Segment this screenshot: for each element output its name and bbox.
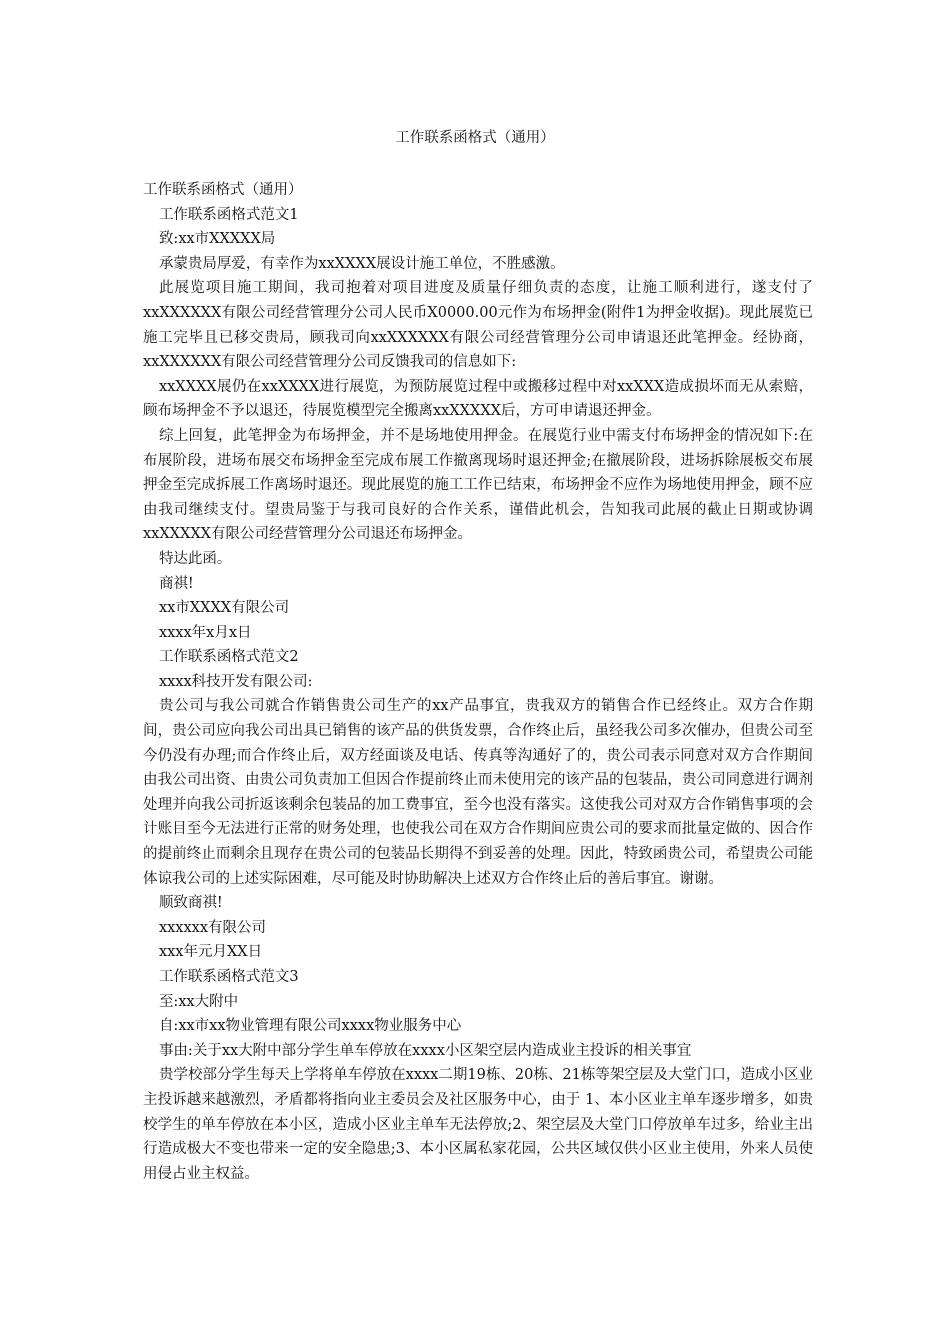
sample-1-recipient: 致:xx市XXXXX局 bbox=[158, 231, 276, 248]
sample-1-paragraph: 综上回复，此笔押金为布场押金，并不是场地使用押金。在展览行业中需支付布场押金的情况如下:在布展阶段，进场布展交布场押金至完成布展工作撤离现场时退还押金;在撤展阶段，进场拆除展板交布展押金至完成拆展工作离场时退还。现此展览的施工工作已结束，布场押金不应作为场地使用押金，顾不应由我司继续支付。望贵局鉴于与我司良好的合作关系，谨借此机会，告知我司此展的截止日期或协调xxXXXXX有限公司经营管理分公司退还布场押金。 bbox=[143, 427, 813, 543]
sample-2-heading: 工作联系函格式范文2 bbox=[158, 649, 299, 666]
subtitle: 工作联系函格式（通用） bbox=[143, 182, 303, 198]
document-title: 工作联系函格式（通用） bbox=[395, 130, 555, 146]
sample-1-paragraph: 此展览项目施工期间，我司抱着对项目进度及质量仔细负责的态度，让施工顺利进行，遂支付了xxXXXXXX有限公司经营管理分公司人民币X0000.00元作为布场押金(附件1为押金收据)。现此展览已施工完毕且已移交贵局，顾我司向xxXXXXXX有限公司经营管理分公司申请退还此笔押金。经协商，xxXXXXXX有限公司经营管理分公司反馈我司的信息如下: bbox=[143, 280, 813, 371]
sample-2-paragraph: 贵公司与我公司就合作销售贵公司生产的xx产品事宜，贵我双方的销售合作已经终止。双方合作期间，贵公司应向我公司出具已销售的该产品的供货发票，合作终止后，虽经我公司多次催办，但贵公司至今仍没有办理;而合作终止后，双方经面谈及电话、传真等沟通好了的，贵公司表示同意对双方合作期间由我公司出资、由贵公司负责加工但因合作提前终止而未使用完的该产品的包装品，贵公司同意进行调剂处理并向我公司折返该剩余包装品的加工费事宜，至今也没有落实。这使我公司对双方合作销售事项的会计账目至今无法进行正常的财务处理，也使我公司在双方合作期间应贵公司的要求而批量定做的、因合作的提前终止而剩余且现存在贵公司的包装品长期得不到妥善的处理。因此，特致函贵公司，希望贵公司能体谅我公司的上述实际困难，尽可能及时协助解决上述双方合作终止后的善后事宜。谢谢。 bbox=[143, 698, 813, 887]
sample-1-signature: xx市XXXX有限公司 bbox=[158, 600, 290, 617]
sample-1-closing: 特达此函。 bbox=[158, 550, 232, 567]
document-body bbox=[143, 178, 813, 1186]
sample-3-paragraph: 贵学校部分学生每天上学将单车停放在xxxx二期19栋、20栋、21栋等架空层及大堂门口，造成小区业主投诉越来越激烈，矛盾都将指向业主委员会及社区服务中心，由于 1、本小区业主单车逐步增多，如贵校学生的单车停放在本小区，造成小区业主单车无法停放;2、架空层及大堂门口停放单车过多，给业主出行造成极大不变也带来一定的安全隐患;3、本小区属私家花园，公共区域仅供小区业主使用，外来人员使用侵占业主权益。 bbox=[143, 1067, 813, 1182]
sample-2-signature: xxxxxx有限公司 bbox=[158, 919, 267, 936]
sample-3-subject: 事由:关于xx大附中部分学生单车停放在xxxx小区架空层内造成业主投诉的相关事宜 bbox=[158, 1042, 692, 1059]
sample-2-date: xxx年元月XX日 bbox=[158, 944, 263, 961]
sample-3-to: 至:xx大附中 bbox=[158, 993, 239, 1010]
sample-1-heading: 工作联系函格式范文1 bbox=[158, 206, 299, 223]
sample-2-salutation: 顺致商祺! bbox=[158, 895, 223, 912]
sample-3-from: 自:xx市xx物业管理有限公司xxxx物业服务中心 bbox=[158, 1018, 462, 1035]
sample-3-heading: 工作联系函格式范文3 bbox=[158, 969, 299, 985]
sample-1-salutation: 商祺! bbox=[158, 575, 194, 592]
sample-1-date: xxxx年x月x日 bbox=[158, 624, 252, 641]
sample-2-recipient: xxxx科技开发有限公司: bbox=[158, 673, 313, 690]
sample-1-paragraph: 承蒙贵局厚爱，有幸作为xxXXXX展设计施工单位，不胜感激。 bbox=[158, 255, 565, 272]
sample-1-paragraph: xxXXXX展仍在xxXXXX进行展览，为预防展览过程中或搬移过程中对xxXXX造成损坏而无从索赔，顾布场押金不予以退还，待展览模型完全搬离xxXXXXX后，方可申请退还押金。 bbox=[143, 378, 813, 420]
